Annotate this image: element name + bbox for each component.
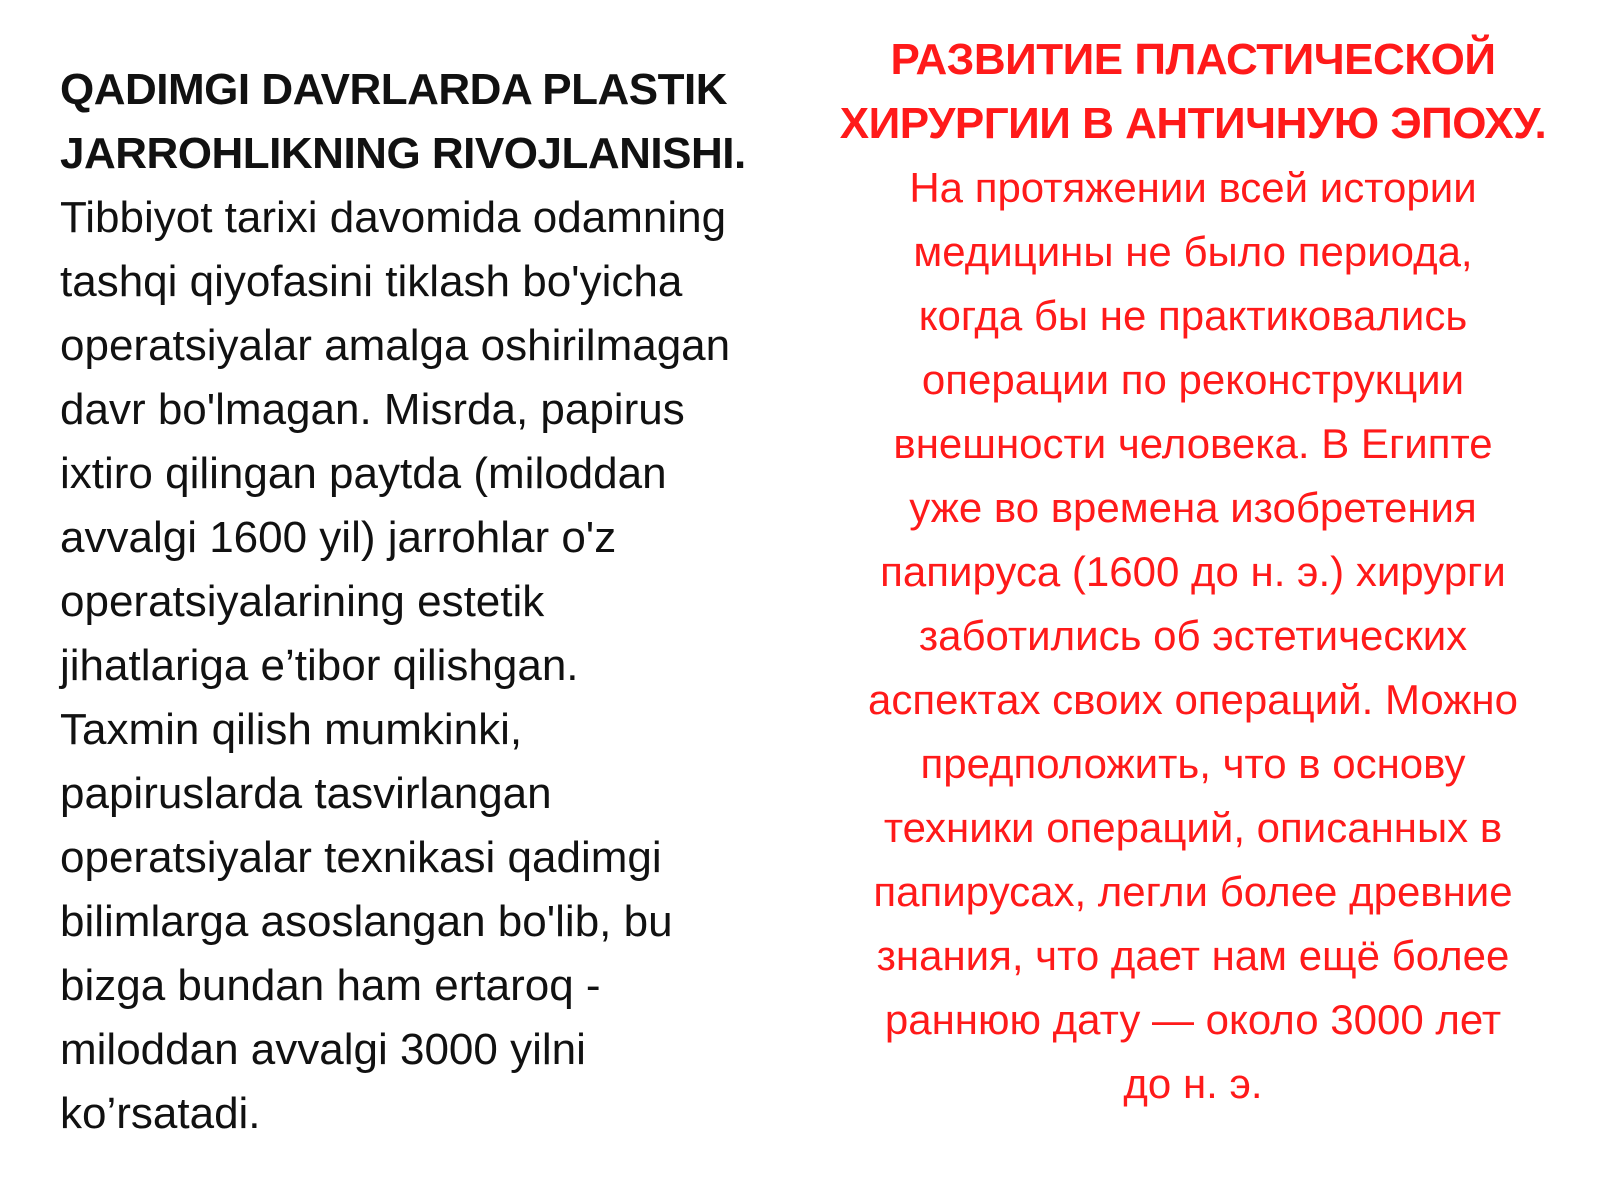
- russian-heading: [808, 28, 1578, 156]
- uzbek-body-line: Tibbiyot tarixi davomida odamning: [60, 193, 727, 242]
- uzbek-body-line: Taxmin qilish mumkinki,: [60, 705, 523, 754]
- russian-body-line: заботились об эстетических: [918, 612, 1468, 659]
- uzbek-body-line: operatsiyalar texnikasi qadimgi: [60, 833, 662, 882]
- uzbek-body-line: papiruslarda tasvirlangan: [60, 769, 552, 818]
- russian-body-line: предположить, что в основу: [920, 740, 1466, 787]
- russian-heading-line: РАЗВИТИЕ ПЛАСТИЧЕСКОЙ: [890, 35, 1496, 84]
- russian-body: [808, 156, 1578, 1116]
- uzbek-body-line: tashqi qiyofasini tiklash bo'yicha: [60, 257, 683, 306]
- uzbek-body-line: miloddan avvalgi 3000 yilni: [60, 1025, 586, 1074]
- russian-body-line: когда бы не практиковались: [918, 292, 1468, 339]
- russian-body-line: папирусах, легли более древние: [873, 868, 1513, 915]
- uzbek-body-line: ixtiro qilingan paytda (miloddan: [60, 449, 667, 498]
- uzbek-body-line: avvalgi 1600 yil) jarrohlar o'z: [60, 513, 617, 562]
- russian-body-line: медицины не было периода,: [913, 228, 1473, 275]
- uzbek-heading-line: JARROHLIKNING RIVOJLANISHI.: [60, 129, 746, 178]
- russian-body-line: техники операций, описанных в: [883, 804, 1503, 851]
- uzbek-body-line: jihatlariga e’tibor qilishgan.: [60, 641, 579, 690]
- russian-heading-line: ХИРУРГИИ В АНТИЧНУЮ ЭПОХУ.: [839, 99, 1547, 148]
- russian-body-line: уже во времена изобретения: [909, 484, 1477, 531]
- uzbek-text-column: [60, 58, 820, 1146]
- russian-body-line: знания, что дает нам ещё более: [876, 932, 1510, 979]
- uzbek-body-line: operatsiyalarining estetik: [60, 577, 545, 626]
- russian-body-line: раннюю дату — около 3000 лет: [884, 996, 1502, 1043]
- uzbek-body-line: bizga bundan ham ertaroq -: [60, 961, 601, 1010]
- russian-body-line: операции по реконструкции: [921, 356, 1465, 403]
- uzbek-body-line: operatsiyalar amalga oshirilmagan: [60, 321, 731, 370]
- uzbek-heading: [60, 58, 820, 186]
- russian-body-line: папируса (1600 до н. э.) хирурги: [880, 548, 1506, 595]
- russian-body-line: внешности человека. В Египте: [893, 420, 1493, 467]
- russian-body-line: аспектах своих операций. Можно: [868, 676, 1518, 723]
- uzbek-body-line: ko’rsatadi.: [60, 1089, 261, 1138]
- uzbek-body-line: davr bo'lmagan. Misrda, papirus: [60, 385, 685, 434]
- russian-body-line: до н. э.: [1123, 1060, 1263, 1107]
- russian-body-line: На протяжении всей истории: [909, 164, 1477, 211]
- uzbek-body: [60, 186, 820, 1146]
- russian-text-column: [808, 28, 1578, 1116]
- uzbek-body-line: bilimlarga asoslangan bo'lib, bu: [60, 897, 673, 946]
- uzbek-heading-line: QADIMGI DAVRLARDA PLASTIK: [60, 65, 728, 114]
